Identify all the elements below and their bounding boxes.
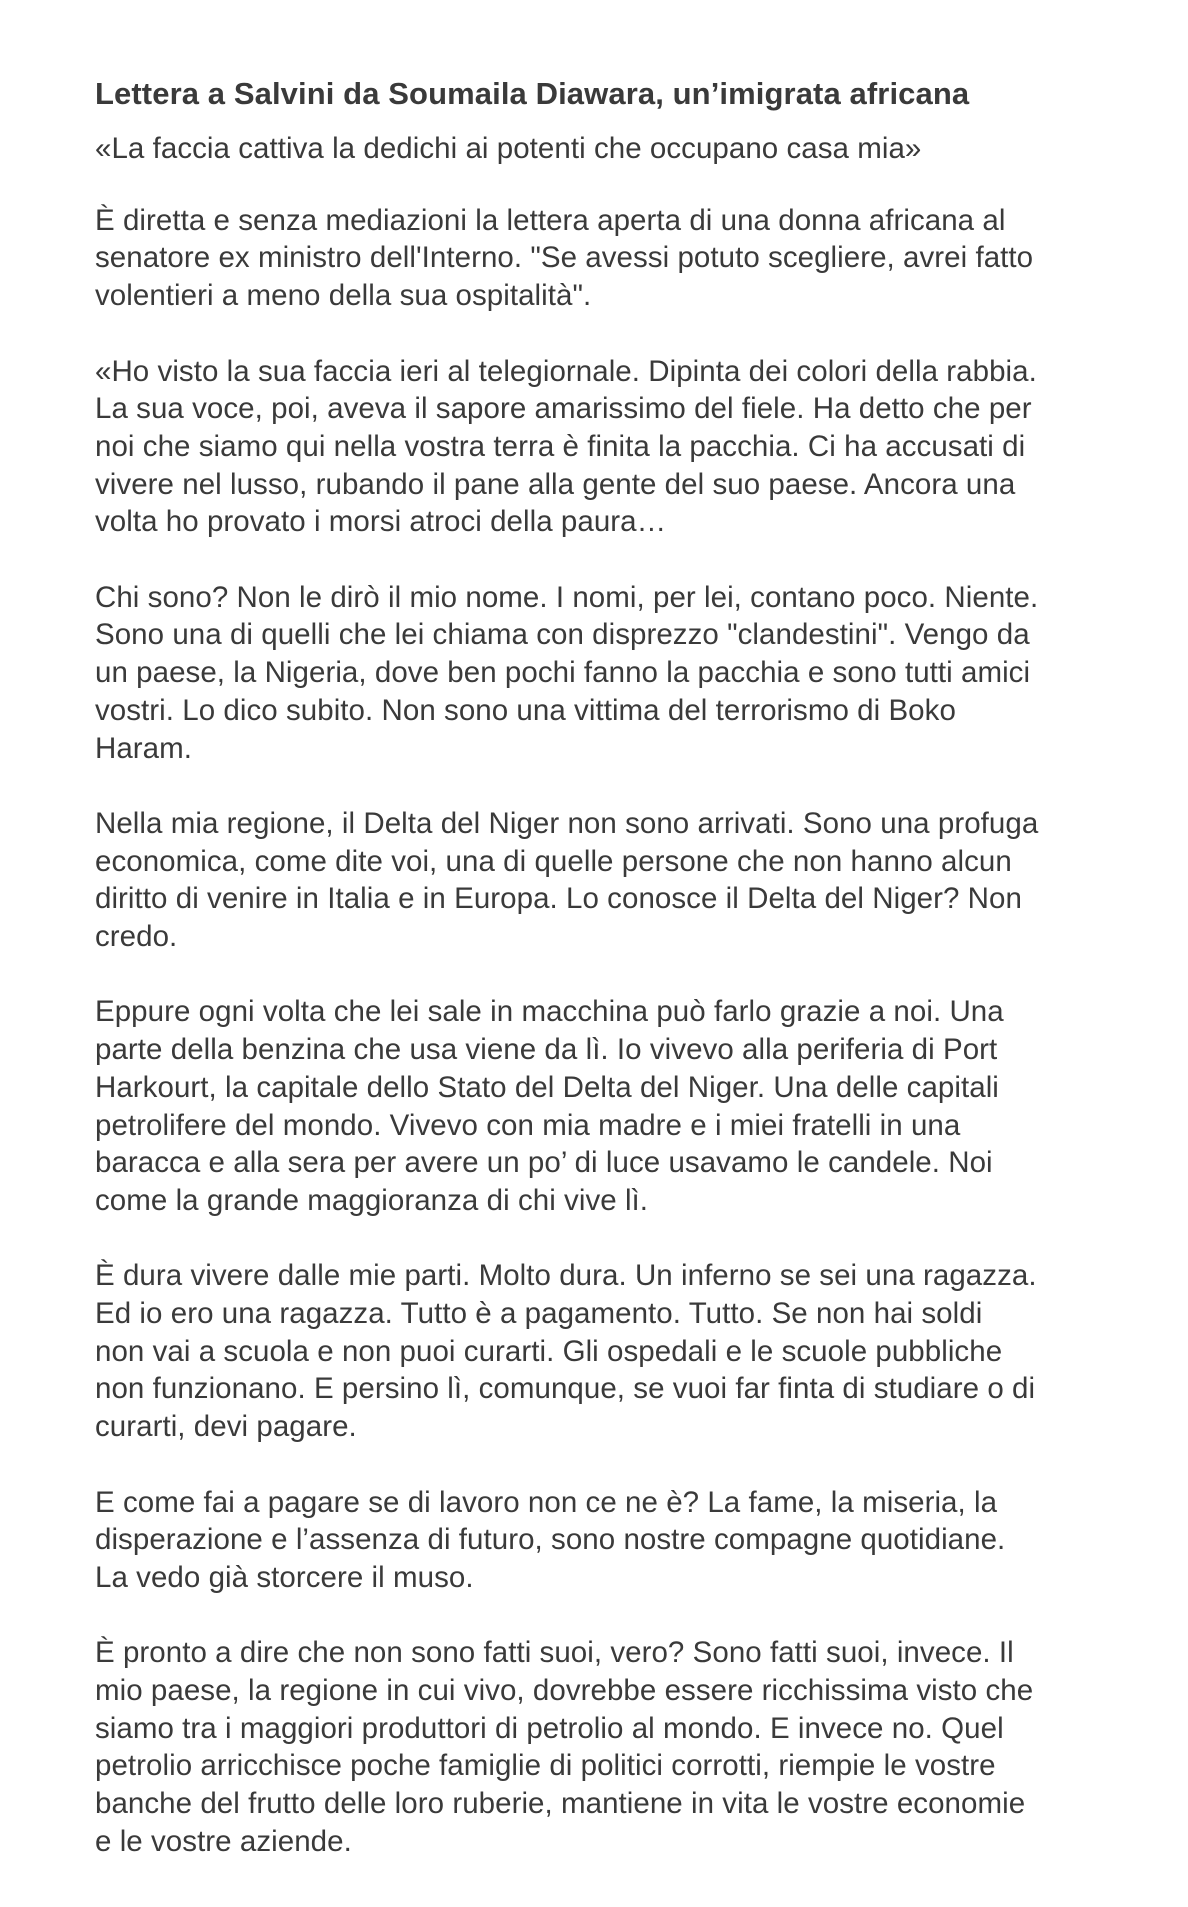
paragraph-2: «Ho visto la sua faccia ieri al telegiornale. Dipinta dei colori della rabbia. La sua voce, poi, aveva il sapore amarissimo del fiele. Ha detto che per noi che siamo qui nella vostra terra è finita la pacchia. Ci ha accusati di vivere nel lusso, rubando il pane alla gente del suo paese. Ancora una volta ho provato i morsi atroci della paura… <box>95 354 1037 539</box>
paragraph-1: È diretta e senza mediazioni la lettera aperta di una donna africana al senatore ex ministro dell'Interno. "Se avessi potuto scegliere, avrei fatto volentieri a meno della sua ospitalità". <box>95 203 1034 313</box>
paragraph-8: È pronto a dire che non sono fatti suoi, vero? Sono fatti suoi, invece. Il mio paese, la regione in cui vivo, dovrebbe essere ricchissima visto che siamo tra i maggiori produttori di petrolio al mondo. E invece no. Quel petrolio arricchisce poche famiglie di politici corrotti, riempie le vostre banche del frutto delle loro ruberie, mantiene in vita le vostre economie e le vostre aziende. <box>95 1636 1034 1858</box>
document-subtitle: «La faccia cattiva la dedichi ai potenti che occupano casa mia» <box>95 132 922 165</box>
paragraph-3: Chi sono? Non le dirò il mio nome. I nomi, per lei, contano poco. Niente. Sono una di quelli che lei chiama con disprezzo "clandestini". Vengo da un paese, la Nigeria, dove ben pochi fanno la pacchia e sono tutti amici vostri. Lo dico subito. Non sono una vittima del terrorismo di Boko Haram. <box>95 580 1039 765</box>
paragraph-6: È dura vivere dalle mie parti. Molto dura. Un inferno se sei una ragazza. Ed io ero una ragazza. Tutto è a pagamento. Tutto. Se non hai soldi non vai a scuola e non puoi curarti. Gli ospedali e le scuole pubbliche non funzionano. E persino lì, comunque, se vuoi far finta di studiare o di curarti, devi pagare. <box>95 1259 1037 1444</box>
paragraph-7: E come fai a pagare se di lavoro non ce ne è? La fame, la miseria, la disperazione e l’assenza di futuro, sono nostre compagne quotidiane. La vedo già storcere il muso. <box>95 1485 1006 1594</box>
document-page <box>95 72 1135 1898</box>
paragraph-4: Nella mia regione, il Delta del Niger non sono arrivati. Sono una profuga economica, come dite voi, una di quelle persone che non hanno alcun diritto di venire in Italia e in Europa. Lo conosce il Delta del Niger? Non credo. <box>95 806 1039 954</box>
paragraph-5: Eppure ogni volta che lei sale in macchina può farlo grazie a noi. Una parte della benzina che usa viene da lì. Io vivevo alla periferia di Port Harkourt, la capitale dello Stato del Delta del Niger. Una delle capitali petrolifere del mondo. Vivevo con mia madre e i miei fratelli in una baracca e alla sera per avere un po’ di luce usavamo le candele. Noi come la grande maggioranza di chi vive lì. <box>95 995 1004 1217</box>
document-title: Lettera a Salvini da Soumaila Diawara, un’imigrata africana <box>95 76 970 111</box>
